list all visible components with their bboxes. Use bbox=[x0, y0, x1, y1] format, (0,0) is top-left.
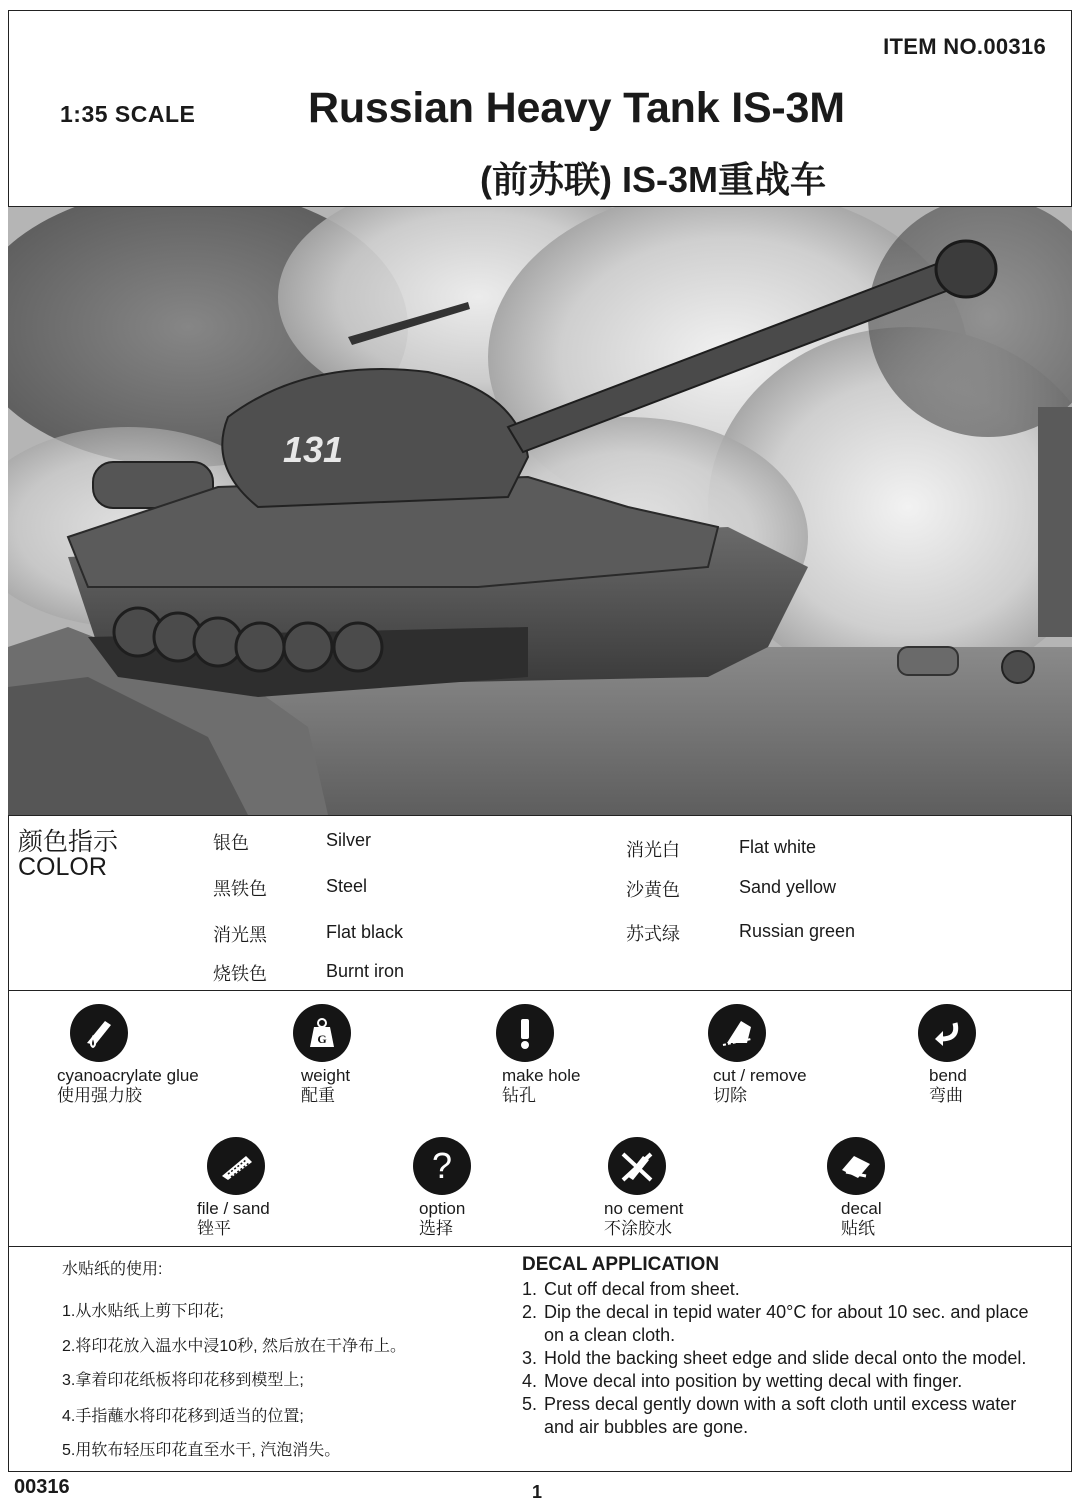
symbol-option bbox=[419, 1137, 519, 1239]
color-cn: 银色 bbox=[213, 833, 249, 853]
title-english: Russian Heavy Tank IS-3M bbox=[308, 84, 845, 132]
drill-icon bbox=[496, 1004, 554, 1062]
symbol-make-hole bbox=[502, 1004, 622, 1106]
symbol-file bbox=[197, 1137, 317, 1239]
color-en: Steel bbox=[326, 876, 368, 896]
hull-number: 131 bbox=[283, 429, 344, 470]
color-en: Sand yellow bbox=[739, 877, 837, 897]
question-icon: ? bbox=[413, 1137, 471, 1195]
symbol-label-en: no cement bbox=[604, 1199, 684, 1218]
color-en: Burnt iron bbox=[326, 961, 405, 981]
symbol-label-en: cyanoacrylate glue bbox=[57, 1066, 199, 1085]
symbol-no-cement bbox=[604, 1137, 724, 1239]
color-heading-chinese: 颜色指示 bbox=[18, 828, 119, 856]
symbol-label-cn: 锉平 bbox=[197, 1219, 231, 1238]
decal-instructions-cn-title: 水贴纸的使用: bbox=[62, 1261, 163, 1278]
page-number: 1 bbox=[532, 1482, 543, 1502]
symbol-label-cn: 使用强力胶 bbox=[57, 1086, 142, 1105]
symbol-label-en: make hole bbox=[502, 1066, 581, 1085]
decal-step-en: 1. Cut off decal from sheet. bbox=[522, 1279, 740, 1299]
cut-icon bbox=[708, 1004, 766, 1062]
symbol-label-cn: 配重 bbox=[301, 1086, 335, 1105]
color-heading-english: COLOR bbox=[18, 853, 107, 881]
color-en: Silver bbox=[326, 830, 372, 850]
decal-instructions-en-title: DECAL APPLICATION bbox=[522, 1254, 720, 1275]
tank-illustration bbox=[8, 206, 1072, 816]
decal-step-cn: 5.用软布轻压印花直至水干, 汽泡消失。 bbox=[62, 1442, 341, 1459]
bend-icon bbox=[918, 1004, 976, 1062]
decal-step-cn: 2.将印花放入温水中浸10秒, 然后放在干净布上。 bbox=[62, 1338, 407, 1355]
symbol-label-cn: 切除 bbox=[713, 1086, 747, 1105]
symbol-label-en: weight bbox=[301, 1066, 351, 1085]
section-divider bbox=[8, 1246, 1072, 1247]
scale-label: 1:35 SCALE bbox=[60, 101, 196, 127]
weight-icon bbox=[293, 1004, 351, 1062]
symbol-glue bbox=[57, 1004, 237, 1106]
color-cn: 沙黄色 bbox=[626, 880, 680, 900]
color-en: Flat white bbox=[739, 837, 817, 857]
color-en: Flat black bbox=[326, 922, 404, 942]
no-cement-icon bbox=[608, 1137, 666, 1195]
symbol-label-en: decal bbox=[841, 1199, 882, 1218]
decal-icon bbox=[827, 1137, 885, 1195]
section-divider bbox=[8, 990, 1072, 991]
color-en: Russian green bbox=[739, 921, 856, 941]
symbol-label-en: option bbox=[419, 1199, 466, 1218]
color-cn: 黑铁色 bbox=[213, 879, 267, 899]
symbol-decal bbox=[841, 1137, 941, 1239]
symbol-bend bbox=[929, 1004, 1029, 1106]
decal-step-cn: 3.拿着印花纸板将印花移到模型上; bbox=[62, 1372, 304, 1389]
symbol-label-cn: 弯曲 bbox=[929, 1086, 963, 1105]
svg-text:G: G bbox=[317, 1032, 327, 1046]
symbol-label-en: bend bbox=[929, 1066, 967, 1085]
symbol-label-cn: 选择 bbox=[419, 1219, 453, 1238]
color-cn: 烧铁色 bbox=[213, 964, 267, 984]
decal-step-en: 2. Dip the decal in tepid water 40°C for about 10 sec. and place on a clean cloth. bbox=[522, 1302, 1029, 1345]
decal-step-cn: 1.从水贴纸上剪下印花; bbox=[62, 1303, 224, 1320]
symbol-label-cn: 贴纸 bbox=[841, 1219, 875, 1238]
symbol-cut bbox=[713, 1004, 843, 1106]
symbol-label-en: cut / remove bbox=[713, 1066, 807, 1085]
glue-icon bbox=[70, 1004, 128, 1062]
color-cn: 消光黑 bbox=[213, 925, 267, 945]
item-number: ITEM NO.00316 bbox=[883, 34, 1046, 59]
color-cn: 消光白 bbox=[626, 840, 680, 860]
decal-step-en: 4. Move decal into position by wetting decal with finger. bbox=[522, 1371, 963, 1391]
decal-step-en: 5. Press decal gently down with a soft cloth until excess water and air bubbles are gone. bbox=[522, 1394, 1017, 1437]
color-cn: 苏式绿 bbox=[626, 924, 680, 944]
symbol-label-cn: 不涂胶水 bbox=[604, 1219, 672, 1238]
symbol-weight bbox=[301, 1004, 421, 1106]
decal-step-en: 3. Hold the backing sheet edge and slide decal onto the model. bbox=[522, 1348, 1027, 1368]
title-chinese: (前苏联) IS-3M重战车 bbox=[480, 159, 826, 200]
symbol-label-en: file / sand bbox=[197, 1199, 270, 1218]
footer-item-code: 00316 bbox=[14, 1476, 70, 1498]
symbol-label-cn: 钻孔 bbox=[502, 1086, 536, 1105]
file-icon bbox=[207, 1137, 265, 1195]
decal-steps-en bbox=[522, 1278, 1032, 1439]
decal-step-cn: 4.手指蘸水将印花移到适当的位置; bbox=[62, 1408, 304, 1425]
